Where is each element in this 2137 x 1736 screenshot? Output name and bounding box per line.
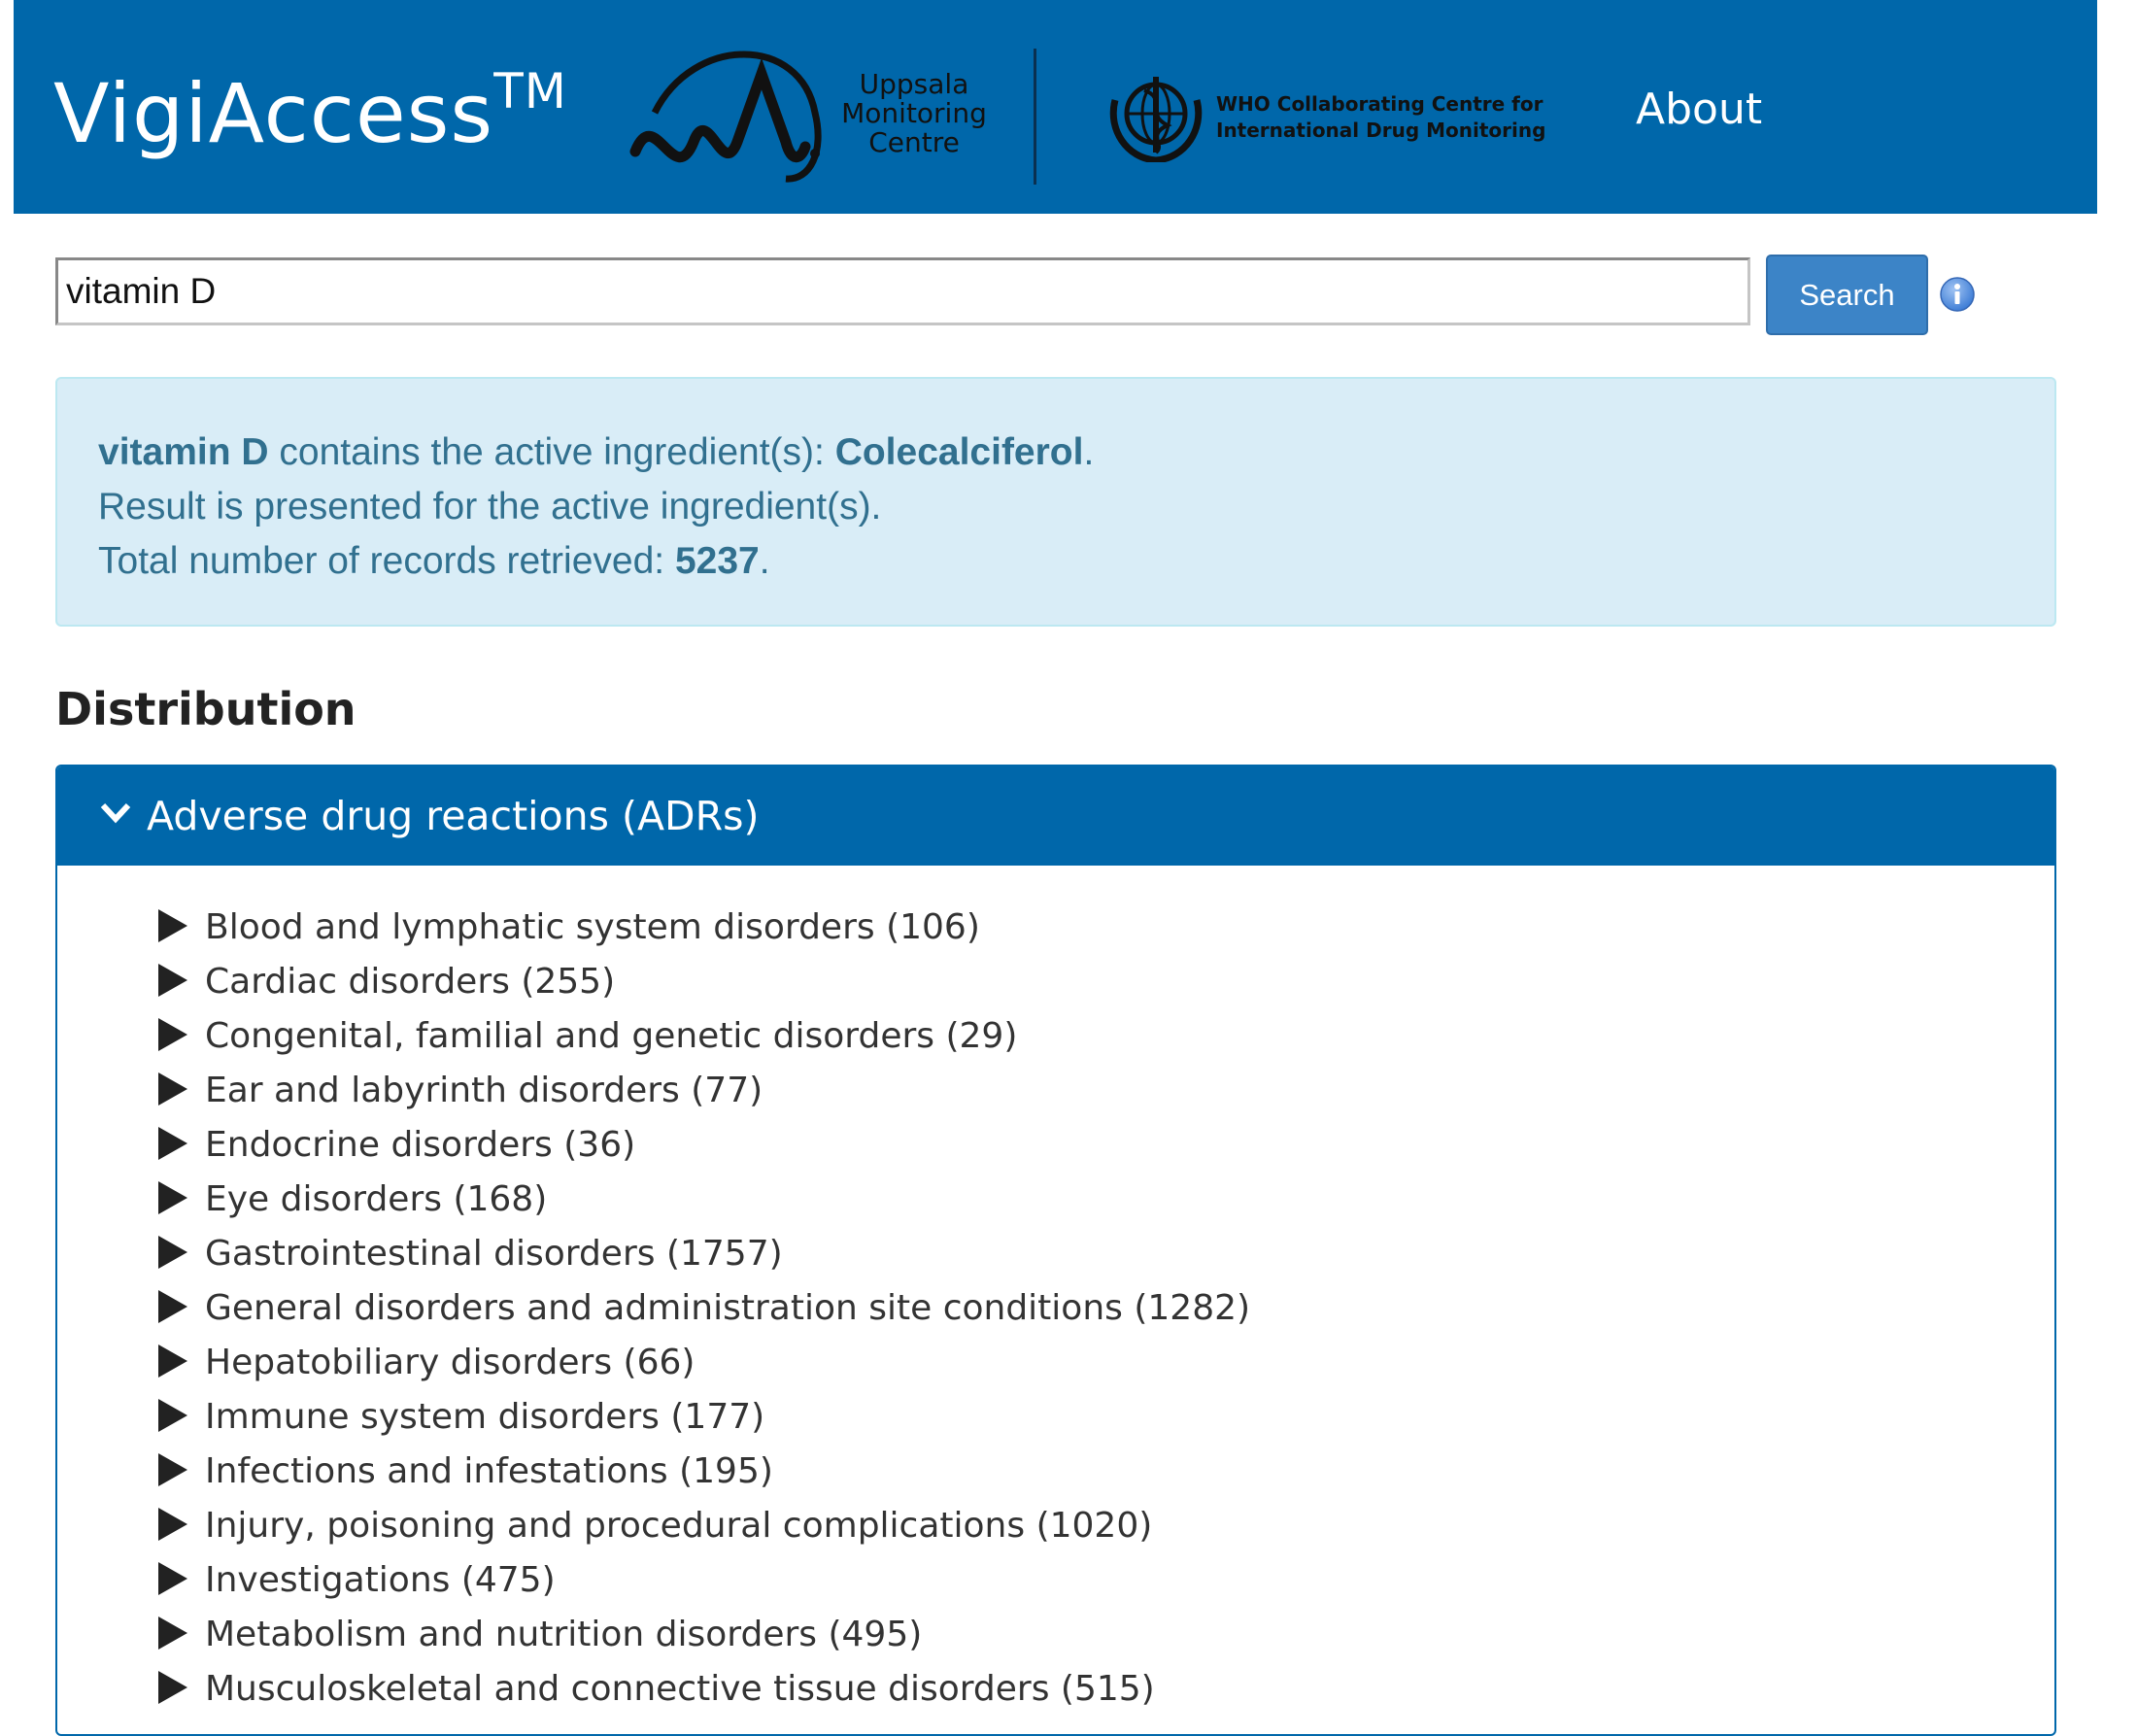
umc-name: Uppsala Monitoring Centre [841, 68, 987, 158]
nav-about-link[interactable]: About [1636, 85, 1763, 134]
list-item[interactable]: Hepatobiliary disorders (66) [57, 1340, 2054, 1394]
brand-trademark: TM [493, 63, 567, 119]
brand-name: VigiAccess [53, 66, 494, 161]
list-item[interactable]: Immune system disorders (177) [57, 1394, 2054, 1448]
triangle-right-icon [158, 1508, 187, 1541]
who-emblem-icon [1106, 71, 1205, 162]
alert-drug-name: vitamin D [98, 431, 269, 473]
triangle-right-icon [158, 1399, 187, 1432]
list-item[interactable]: Injury, poisoning and procedural complications (1020) [57, 1503, 2054, 1557]
triangle-right-icon [158, 1671, 187, 1704]
search-input[interactable] [55, 257, 1750, 325]
list-item[interactable]: General disorders and administration site conditions (1282) [57, 1285, 2054, 1340]
list-item[interactable]: Cardiac disorders (255) [57, 959, 2054, 1013]
list-item[interactable]: Blood and lymphatic system disorders (106) [57, 904, 2054, 959]
list-item[interactable]: Endocrine disorders (36) [57, 1122, 2054, 1176]
triangle-right-icon [158, 1290, 187, 1323]
list-item[interactable]: Investigations (475) [57, 1557, 2054, 1612]
header-divider [1034, 49, 1036, 185]
adr-panel [55, 765, 2056, 1736]
chevron-down-icon [100, 801, 131, 825]
distribution-title: Distribution [55, 683, 356, 735]
alert-ingredient-name: Colecalciferol [834, 431, 1084, 473]
page [14, 0, 2097, 1709]
list-item[interactable]: Ear and labyrinth disorders (77) [57, 1068, 2054, 1122]
alert-total-value: 5237 [674, 540, 760, 582]
triangle-right-icon [158, 1181, 187, 1214]
alert-line-result-note: Result is presented for the active ingredient(s). [98, 486, 882, 528]
site-header [14, 0, 2097, 214]
adr-panel-header[interactable] [57, 766, 2054, 866]
umc-logo-icon [616, 45, 830, 186]
list-item[interactable]: Musculoskeletal and connective tissue disorders (515) [57, 1666, 2054, 1720]
list-item[interactable]: Eye disorders (168) [57, 1176, 2054, 1231]
adr-list [57, 904, 2054, 1720]
list-item[interactable]: Metabolism and nutrition disorders (495) [57, 1612, 2054, 1666]
triangle-right-icon [158, 1236, 187, 1269]
triangle-right-icon [158, 1072, 187, 1106]
triangle-right-icon [158, 964, 187, 997]
list-item[interactable]: Infections and infestations (195) [57, 1448, 2054, 1503]
list-item[interactable]: Congenital, familial and genetic disorders (29) [57, 1013, 2054, 1068]
triangle-right-icon [158, 1018, 187, 1051]
alert-line-ingredient: vitamin D contains the active ingredient(s): Colecalciferol. [98, 431, 1095, 473]
brand-logo-text[interactable] [53, 49, 567, 162]
search-result-alert [55, 377, 2056, 627]
list-item[interactable]: Gastrointestinal disorders (1757) [57, 1231, 2054, 1285]
triangle-right-icon [158, 1127, 187, 1160]
info-icon[interactable] [1939, 276, 1976, 313]
triangle-right-icon [158, 1562, 187, 1595]
triangle-right-icon [158, 1617, 187, 1650]
who-collaborating-centre: WHO Collaborating Centre for International Drug Monitoring [1216, 92, 1546, 142]
triangle-right-icon [158, 1345, 187, 1378]
search-button[interactable]: Search [1766, 255, 1928, 335]
adr-panel-title: Adverse drug reactions (ADRs) [147, 793, 760, 839]
triangle-right-icon [158, 1453, 187, 1486]
triangle-right-icon [158, 909, 187, 942]
alert-line-total: Total number of records retrieved: 5237. [98, 540, 770, 582]
